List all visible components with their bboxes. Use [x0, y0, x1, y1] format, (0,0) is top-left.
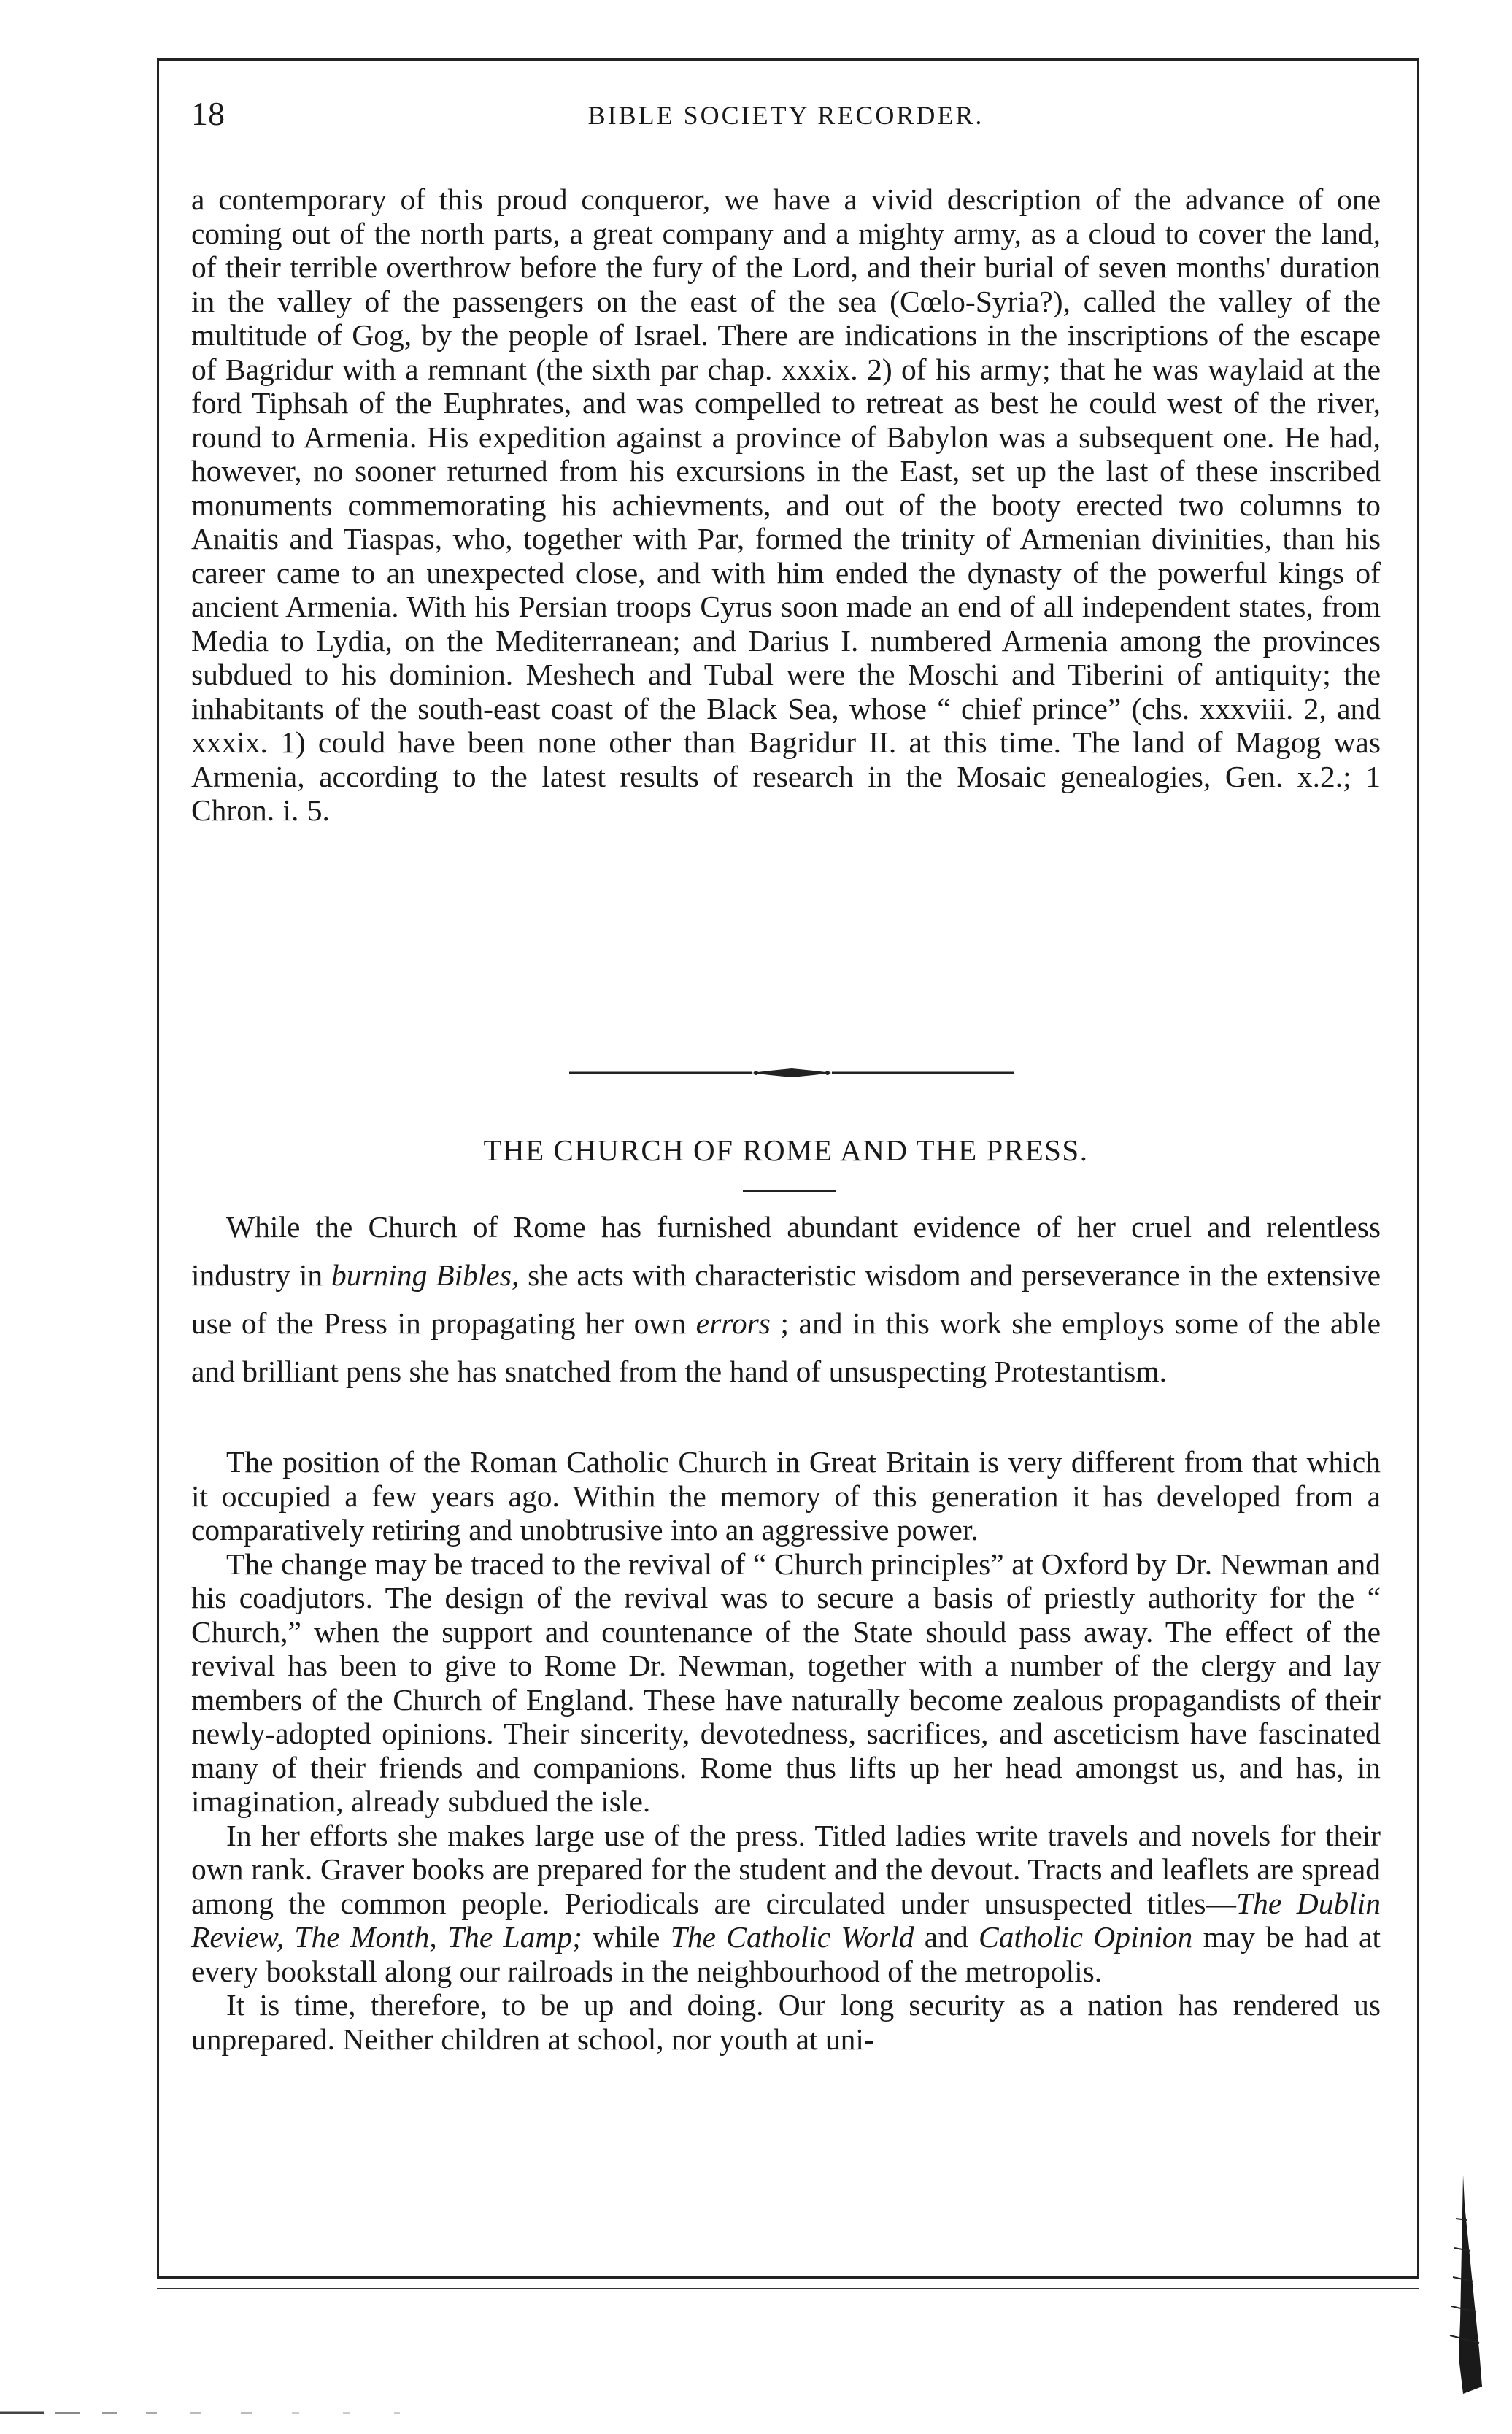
page-frame-bottom-thin-rule	[157, 2288, 1419, 2289]
body-paragraph-3: The change may be traced to the revival of “ Church principles” at Oxford by Dr. Newman and his coadjutors. The design of the revival was to secure a basis of priestly authority for the “ Church,” when the support and countenance of the State should pass away. The effect of the revival has been to give to Rome Dr. Newman, together with a number of the clergy and lay members of the Church of England. These have naturally become zealous propagandists of their newly-adopted opinions. Their sincerity, devotedness, sacrifices, and asceticism have fascinated many of their friends and companions. Rome thus lifts up her head amongst us, and has, in imagination, already subdued the isle.	[191, 1547, 1381, 1818]
p4-italic-periodicals: The Dublin Review, The Month, The Lamp;	[191, 1886, 1381, 1954]
body-paragraph-4	[191, 1819, 1381, 1989]
intro-paragraph	[191, 1203, 1381, 1395]
p4-italic-catholic-world: The Catholic World	[670, 1920, 914, 1954]
intro-italic-errors: errors	[695, 1306, 771, 1340]
title-underline-rule	[743, 1190, 836, 1192]
page-frame-left-rule	[157, 58, 159, 2277]
p4-text-3: and	[914, 1920, 979, 1954]
intro-italic-burning-bibles: burning Bibles,	[331, 1258, 520, 1292]
intro-text-2: she acts with characteristic wisdom and perseverance in the extensive use of the Press in propagating her own	[191, 1258, 1381, 1340]
page-frame-top-rule	[157, 58, 1419, 61]
section-divider-ornament	[569, 1066, 1014, 1080]
article-body	[191, 1445, 1381, 2056]
article-intro	[191, 1203, 1381, 1395]
p4-italic-catholic-opinion: Catholic Opinion	[979, 1920, 1193, 1954]
p4-text-2: while	[582, 1920, 671, 1954]
page-frame-bottom-rule	[157, 2276, 1419, 2279]
page-header	[191, 93, 1381, 137]
intro-text-3: ; and in this work she employs some of the able and brilliant pens she has snatched from the hand of unsuspecting Protestantism.	[191, 1306, 1381, 1388]
running-head: BIBLE SOCIETY RECORDER.	[587, 101, 984, 130]
page-number: 18	[191, 95, 225, 132]
bottom-edge-marks	[0, 2408, 438, 2417]
p4-text-4: may be had at every bookstall along our railroads in the neighbourhood of the metropolis.	[191, 1920, 1381, 1988]
article-title: THE CHURCH OF ROME AND THE PRESS.	[483, 1133, 1089, 1167]
continuation-paragraph: a contemporary of this proud conqueror, we have a vivid description of the advance of one coming out of the north parts, a great company and a mighty army, as a cloud to cover the land, of their terrible overthrow before the fury of the Lord, and their burial of seven months' duration in the valley of the passengers on the east of the sea (Cœlo-Syria?), called the valley of the multitude of Gog, by the people of Israel. There are indications in the inscriptions of the escape of Bagridur with a remnant (the sixth par chap. xxxix. 2) of his army; that he was waylaid at the ford Tiphsah of the Euphrates, and was compelled to retreat as best he could west of the river, round to Armenia. His expedition against a province of Babylon was a subsequent one. He had, however, no sooner returned from his excursions in the East, set up the last of these inscribed monuments commemorating his achievments, and out of the booty erected two columns to Anaitis and Tiaspas, who, together with Par, formed the trinity of Armenian divinities, than his career came to an unexpected close, and with him ended the dynasty of the powerful kings of ancient Armenia. With his Persian troops Cyrus soon made an end of all independent states, from Media to Lydia, on the Mediterranean; and Darius I. numbered Armenia among the provinces subdued to his dominion. Meshech and Tubal were the Moschi and Tiberini of antiquity; the inhabitants of the south-east coast of the Black Sea, whose “ chief prince” (chs. xxxviii. 2, and xxxix. 1) could have been none other than Bagridur II. at this time. The land of Magog was Armenia, according to the latest results of research in the Mosaic genealogies, Gen. x.2.; 1 Chron. i. 5.	[191, 182, 1381, 827]
page-frame-right-rule	[1417, 58, 1419, 2277]
page-edge-marks	[1441, 2175, 1485, 2394]
intro-text-1: While the Church of Rome has furnished abundant evidence of her cruel and relentless industry in	[191, 1210, 1381, 1292]
p4-text-1: In her efforts she makes large use of the press. Titled ladies write travels and novels for their own rank. Graver books are prepared for the student and the devout. Tracts and leaflets are spread among the common people. Periodicals are circulated under unsuspected titles—	[191, 1818, 1381, 1920]
body-paragraph-2: The position of the Roman Catholic Church in Great Britain is very different from that which it occupied a few years ago. Within the memory of this generation it has developed from a comparatively retiring and unobtrusive into an aggressive power.	[191, 1445, 1381, 1547]
body-paragraph-5: It is time, therefore, to be up and doing. Our long security as a nation has rendered us unprepared. Neither children at school, nor youth at uni-	[191, 1988, 1381, 2056]
continuation-block	[191, 182, 1381, 828]
